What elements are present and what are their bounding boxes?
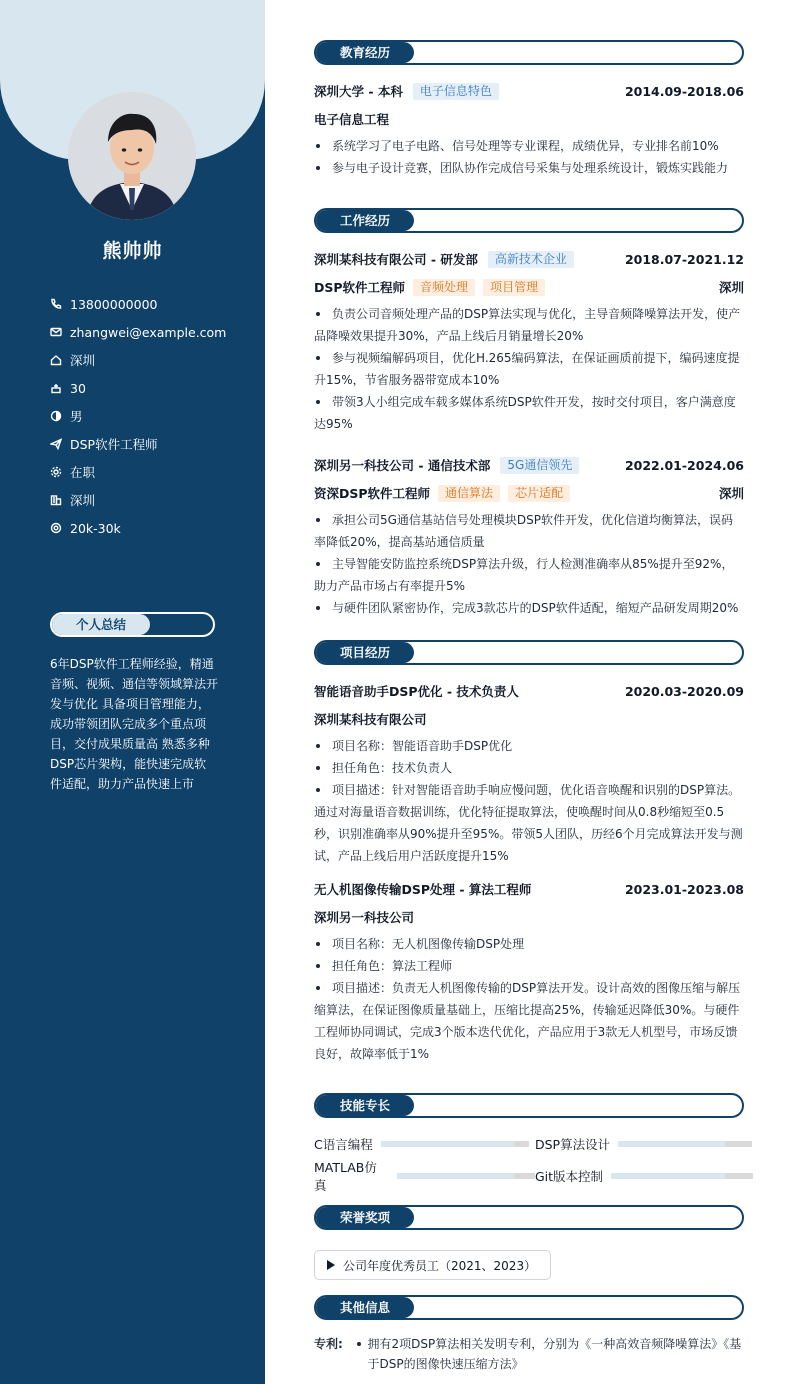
role-row: [314, 275, 744, 299]
skill-name: Git版本控制: [535, 1169, 604, 1184]
role-row: [314, 481, 744, 505]
award-text: 公司年度优秀员工（2021、2023）: [343, 1258, 537, 1273]
job-date: 2022.01-2024.06: [624, 457, 744, 473]
work-heading: [314, 208, 744, 233]
info-text: DSP软件工程师: [70, 437, 158, 452]
info-text: 20k-30k: [70, 520, 121, 536]
info-text: 深圳: [70, 493, 96, 508]
summary-heading-label: 个人总结: [75, 617, 126, 632]
list-item: 项目名称：智能语音助手DSP优化: [314, 735, 744, 757]
info-phone: [50, 290, 226, 318]
company-name: 深圳某科技有限公司 - 研发部: [314, 252, 478, 267]
section-title: 其他信息: [339, 1300, 390, 1315]
play-arrow-icon: [327, 1260, 335, 1270]
other-heading: [314, 1295, 744, 1320]
candidate-name: 熊帅帅: [102, 240, 163, 262]
status-icon: [50, 466, 70, 478]
job-city: 深圳: [718, 486, 744, 501]
job-entry: [314, 247, 744, 453]
list-item: 参与电子设计竞赛，团队协作完成信号采集与处理系统设计，锻炼实践能力: [314, 157, 744, 179]
contact-info-list: [50, 290, 226, 542]
section-title: 项目经历: [339, 645, 390, 660]
info-text: 13800000000: [70, 296, 158, 312]
project-entry: [314, 877, 744, 1065]
email-icon: [50, 326, 70, 338]
info-text: zhangwei@example.com: [70, 324, 227, 340]
skills-heading: [314, 1093, 744, 1118]
role-tag: 项目管理: [483, 279, 545, 296]
skill-bar: [381, 1141, 529, 1147]
project-company-row: [314, 905, 744, 929]
education-row: [314, 79, 744, 103]
skill-bar: [611, 1173, 753, 1179]
skill-item: [535, 1132, 756, 1156]
project-date: 2023.01-2023.08: [624, 881, 744, 897]
job-city: 深圳: [718, 280, 744, 295]
patent-text: 拥有2项DSP算法相关发明专利，分别为《一种高效音频降噪算法》《基于DSP的图像快速压缩方法》: [349, 1334, 744, 1374]
home-icon: [50, 354, 70, 366]
work-section: [314, 208, 744, 640]
skill-name: MATLAB仿真: [314, 1160, 377, 1193]
projects-section: [314, 640, 744, 1093]
company-tag: 5G通信领先: [500, 457, 579, 474]
role-tag: 音频处理: [413, 279, 475, 296]
info-text: 深圳: [70, 353, 96, 368]
gender-icon: [50, 410, 70, 422]
project-entry: [314, 679, 744, 877]
job-header: [314, 247, 744, 271]
city-icon: [50, 494, 70, 506]
list-item: 参与视频编解码项目，优化H.265编码算法，在保证画质前提下，编码速度提升15%，节省服务器带宽成本10%: [314, 347, 744, 391]
list-item: 项目描述：针对智能语音助手响应慢问题，优化语音唤醒和识别的DSP算法。通过对海量语音数据训练，优化特征提取算法，使唤醒时间从0.8秒缩短至0.5秒，识别准确率从90%提升至95%。带领5人团队，历经6个月完成算法开发与测试，产品上线后用户活跃度提升15%: [314, 779, 744, 867]
list-item: 主导智能安防监控系统DSP算法升级，行人检测准确率从85%提升至92%，助力产品市场占有率提升5%: [314, 553, 744, 597]
skill-name: C语言编程: [314, 1137, 373, 1152]
skills-section: [314, 1093, 744, 1205]
section-title: 技能专长: [339, 1098, 390, 1113]
projects-heading: [314, 640, 744, 665]
info-position: [50, 430, 226, 458]
list-item: 与硬件团队紧密协作，完成3款芯片的DSP软件适配，缩短产品研发周期20%: [314, 597, 744, 619]
info-age: [50, 374, 226, 402]
award-item: [314, 1250, 551, 1280]
list-item: 系统学习了电子电路、信号处理等专业课程，成绩优异，专业排名前10%: [314, 135, 744, 157]
patent-label: 专利:: [314, 1337, 343, 1351]
job-date: 2018.07-2021.12: [624, 251, 744, 267]
info-text: 男: [70, 409, 83, 424]
job-bullets: [314, 303, 744, 435]
info-gender: [50, 402, 226, 430]
summary-heading: [50, 612, 215, 637]
salary-icon: [50, 522, 70, 534]
honors-section: [314, 1205, 744, 1295]
info-email: [50, 318, 226, 346]
section-title: 荣誉奖项: [339, 1210, 390, 1225]
education-heading: [314, 40, 744, 65]
education-section: [314, 40, 744, 208]
education-bullets: [314, 135, 744, 179]
info-status: [50, 458, 226, 486]
major: 电子信息工程: [314, 112, 390, 127]
list-item: 负责公司音频处理产品的DSP算法实现与优化，主导音频降噪算法开发，使产品降噪效果提升30%，产品上线后月销量增长20%: [314, 303, 744, 347]
info-text: 30: [70, 380, 86, 396]
job-header: [314, 453, 744, 477]
project-header: [314, 679, 744, 703]
project-name: 智能语音助手DSP优化 - 技术负责人: [314, 684, 519, 699]
project-company: 深圳某科技有限公司: [314, 712, 427, 727]
job-bullets: [314, 509, 744, 619]
list-item: 承担公司5G通信基站信号处理模块DSP软件开发，优化信道均衡算法，误码率降低20%，提高基站通信质量: [314, 509, 744, 553]
list-item: 担任角色：算法工程师: [314, 955, 744, 977]
education-date: 2014.09-2018.06: [624, 83, 744, 99]
project-header: [314, 877, 744, 901]
skill-item: [314, 1132, 535, 1156]
skill-item: [314, 1160, 535, 1193]
summary-text: 6年DSP软件工程师经验，精通音频、视频、通信等领域算法开发与优化 具备项目管理能力，成功带领团队完成多个重点项目，交付成果质量高 熟悉多种DSP芯片架构，能快速完成软件适配，助力产品快速上市: [50, 657, 219, 791]
info-city: [50, 486, 226, 514]
company-name: 深圳另一科技公司 - 通信技术部: [314, 458, 491, 473]
skill-name: DSP算法设计: [535, 1137, 611, 1152]
project-date: 2020.03-2020.09: [624, 683, 744, 699]
role-tag: 芯片适配: [508, 485, 570, 502]
project-bullets: [314, 933, 744, 1065]
job-role: DSP软件工程师: [314, 280, 406, 295]
project-name: 无人机图像传输DSP处理 - 算法工程师: [314, 882, 532, 897]
section-title: 教育经历: [339, 45, 390, 60]
project-company-row: [314, 707, 744, 731]
role-tag: 通信算法: [438, 485, 500, 502]
project-company: 深圳另一科技公司: [314, 910, 415, 925]
position-icon: [50, 438, 70, 450]
skill-bar: [618, 1141, 752, 1147]
age-icon: [50, 382, 70, 394]
skills-grid: [314, 1132, 744, 1193]
school-tag: 电子信息特色: [413, 83, 499, 100]
job-entry: [314, 453, 744, 619]
section-title: 工作经历: [339, 213, 390, 228]
patent-row: [314, 1334, 744, 1374]
list-item: 带领3人小组完成车载多媒体系统DSP软件开发，按时交付项目，客户满意度达95%: [314, 391, 744, 435]
company-tag: 高新技术企业: [488, 251, 574, 268]
list-item: 项目名称：无人机图像传输DSP处理: [314, 933, 744, 955]
info-home: [50, 346, 226, 374]
info-text: 在职: [70, 465, 96, 480]
honors-heading: [314, 1205, 744, 1230]
other-section: [314, 1295, 744, 1374]
list-item: 担任角色：技术负责人: [314, 757, 744, 779]
major-row: [314, 107, 744, 131]
skill-bar: [397, 1173, 535, 1179]
list-item: 项目描述：负责无人机图像传输的DSP算法开发。设计高效的图像压缩与解压缩算法，在保证图像质量基础上，压缩比提高25%，传输延迟降低30%。与硬件工程师协同调试，完成3个版本迭代优化，产品应用于3款无人机型号，市场反馈良好，故障率低于1%: [314, 977, 744, 1065]
project-bullets: [314, 735, 744, 867]
skill-item: [535, 1164, 756, 1188]
info-salary: [50, 514, 226, 542]
sidebar: [0, 0, 265, 1384]
school-name: 深圳大学 - 本科: [314, 84, 403, 99]
main-content: [314, 40, 744, 1374]
avatar: [68, 92, 196, 220]
phone-icon: [50, 298, 70, 310]
job-role: 资深DSP软件工程师: [314, 486, 431, 501]
